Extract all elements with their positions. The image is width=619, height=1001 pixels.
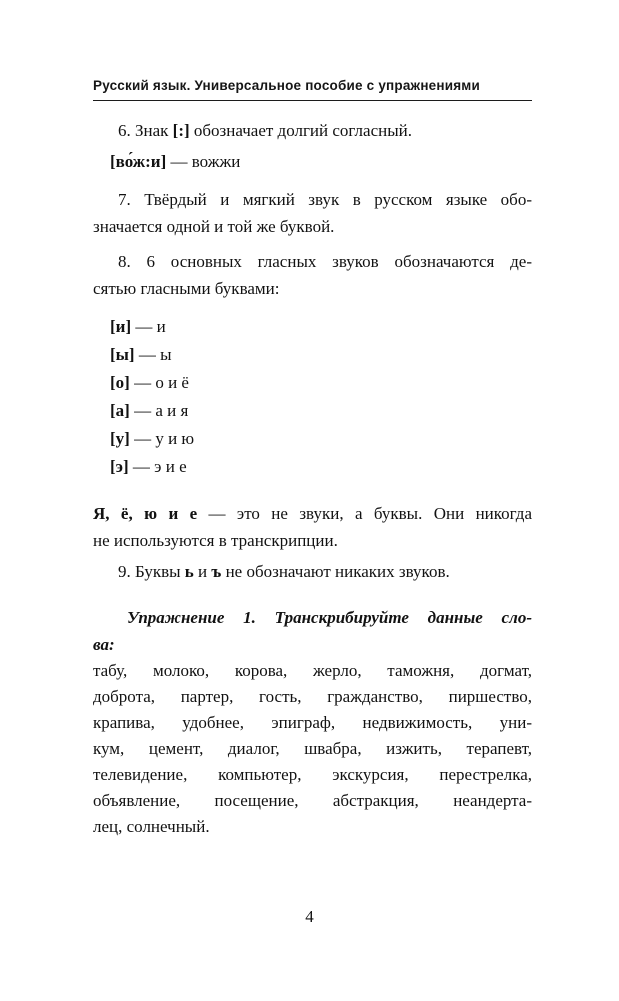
vowel-symbol: [у]	[110, 429, 130, 448]
vowel-row	[110, 425, 532, 453]
words-line: лец, солнечный.	[93, 817, 210, 836]
words-line: телевидение, компьютер, экскурсия, перестрелка,	[93, 765, 532, 784]
page-content	[93, 117, 532, 840]
note-letters-bold: Я, ё, ю и е	[93, 504, 198, 523]
note-line1-rest: — это не звуки, а буквы. Они никогда	[197, 504, 532, 523]
vowel-letters: — ы	[134, 345, 172, 364]
item9-soft-sign: ь	[184, 562, 194, 581]
running-head	[93, 78, 532, 101]
note-line1	[93, 500, 532, 527]
item9-suffix: не обозначают никаких звуков.	[221, 562, 450, 581]
vowel-row	[110, 313, 532, 341]
vowel-row	[110, 397, 532, 425]
vowel-letters: — э и е	[128, 457, 187, 476]
running-head-title: Русский язык. Универсальное пособие с упражнениями	[93, 78, 480, 93]
item9-mid: и	[193, 562, 212, 581]
exercise-line2: ва:	[93, 635, 115, 654]
exercise-heading	[93, 604, 532, 658]
words-line: крапива, удобнее, эпиграф, недвижимость, уни-	[93, 713, 532, 732]
vowel-row	[110, 453, 532, 481]
vowel-symbol: [ы]	[110, 345, 135, 364]
words-line: кум, цемент, диалог, швабра, изжить, терапевт,	[93, 739, 532, 758]
example-transcription: [во́ж:и]	[110, 152, 167, 171]
transcription-example	[110, 148, 532, 175]
vowel-letters: — о и ё	[129, 373, 189, 392]
item8-line2: сятью гласными буквами:	[93, 279, 280, 298]
item6-prefix: 6. Знак	[118, 121, 173, 140]
vowel-letters: — у и ю	[129, 429, 195, 448]
item8-line1: 8. 6 основных гласных звуков обозначаются де-	[118, 252, 532, 271]
vowel-symbol: [э]	[110, 457, 129, 476]
item6-colon-sign: [:]	[172, 121, 190, 140]
item9-prefix: 9. Буквы	[118, 562, 185, 581]
item7-line2: значается одной и той же буквой.	[93, 217, 335, 236]
vowel-symbol: [а]	[110, 401, 130, 420]
words-line: доброта, партер, гость, гражданство, пиршество,	[93, 687, 532, 706]
exercise-line1: Упражнение 1. Транскрибируйте данные сло-	[127, 608, 532, 627]
item9-hard-sign: ъ	[211, 562, 222, 581]
words-line: табу, молоко, корова, жерло, таможня, догмат,	[93, 661, 532, 680]
para-item-7	[93, 186, 532, 240]
words-line: объявление, посещение, абстракция, неандерта-	[93, 791, 532, 810]
vowel-row	[110, 341, 532, 369]
page-number: 4	[305, 907, 314, 926]
item7-line1: 7. Твёрдый и мягкий звук в русском языке обо-	[118, 190, 532, 209]
item6-suffix: обозначает долгий согласный.	[189, 121, 412, 140]
note-paragraph	[93, 500, 532, 554]
para-item-6	[93, 117, 532, 144]
example-word: — вожжи	[166, 152, 241, 171]
vowel-symbol: [и]	[110, 317, 132, 336]
para-item-8	[93, 248, 532, 302]
note-line2: не используются в транскрипции.	[93, 531, 338, 550]
vowel-letters: — а и я	[129, 401, 189, 420]
vowel-list	[110, 313, 532, 481]
vowel-letters: — и	[131, 317, 166, 336]
vowel-symbol: [о]	[110, 373, 130, 392]
vowel-row	[110, 369, 532, 397]
para-item-9	[93, 558, 532, 585]
exercise-words	[93, 658, 532, 840]
